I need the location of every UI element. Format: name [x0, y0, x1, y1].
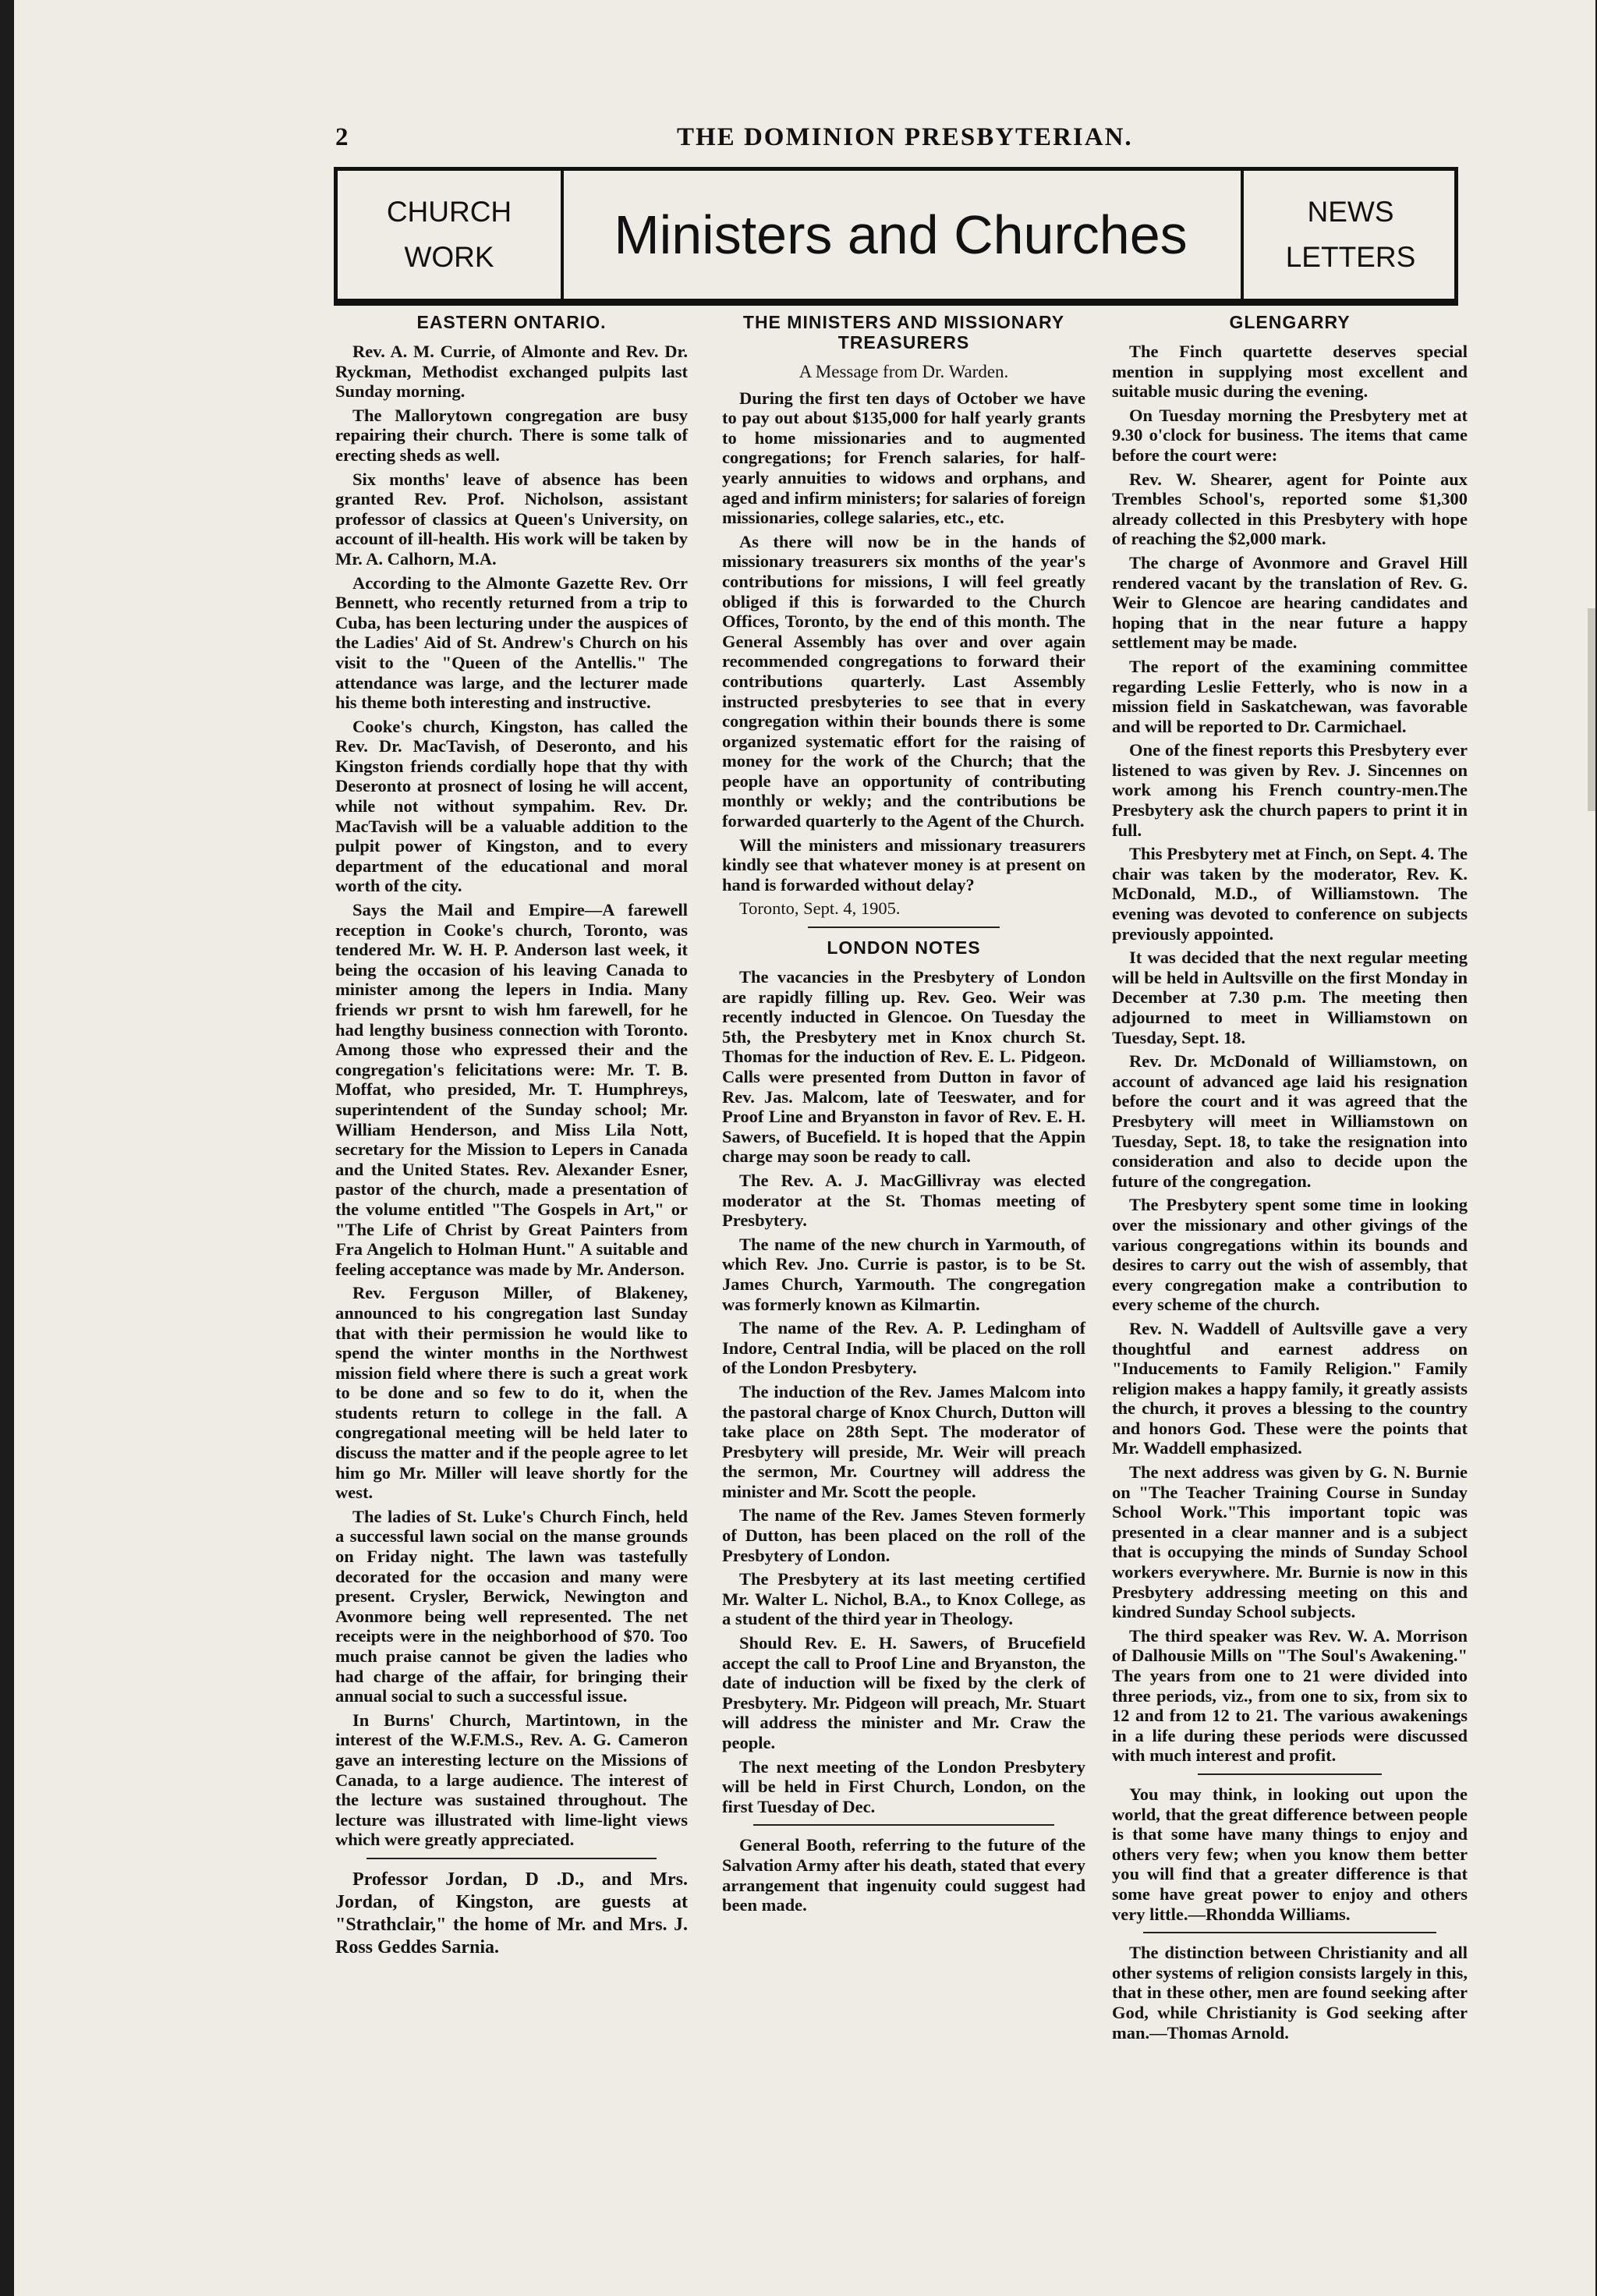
article-paragraph: The next address was given by G. N. Burnie on "The Teacher Training Course in Sunday School Work."This important topic was presented in a clear manner and is a subject that is occupying the minds of Sunday School workers everywhere. Mr. Burnie is now in this Presbytery addressing meeting on this and kindred Sunday School subjects. [1112, 1462, 1468, 1622]
article-paragraph: The induction of the Rev. James Malcom into the pastoral charge of Knox Church, Dutton will take place on 28th Sept. The moderator of Presbytery will preside, Mr. Weir will preach the sermon, Mr. Courtney will address the minister and Mr. Scott the people. [722, 1381, 1085, 1501]
article-paragraph: Rev. A. M. Currie, of Almonte and Rev. Dr. Ryckman, Methodist exchanged pulpits last Sunday morning. [335, 342, 688, 402]
page-fold-shadow [1588, 608, 1595, 811]
article-paragraph: The Finch quartette deserves special mention in supplying most excellent and suitable music during the evening. [1112, 342, 1468, 402]
article-paragraph: Rev. Dr. McDonald of Williamstown, on account of advanced age laid his resignation before the court and it was agreed that the Presbytery will meet in Williamstown on Tuesday, Sept. 18, to take the resignation into consideration and also to decide upon the future of the congregation. [1112, 1051, 1468, 1191]
quotation: You may think, in looking out upon the world, that the great difference between people is that some have many things to enjoy and others very few; when you know them better you will find that a greater difference is that some have great power to enjoy and others very little.—Rhondda Williams. [1112, 1784, 1468, 1924]
banner-left-line1: CHURCH [386, 196, 512, 228]
banner-right-box [1241, 171, 1457, 299]
article-paragraph: Rev. N. Waddell of Aultsville gave a very thoughtful and earnest address on "Inducements to Family Religion." Family religion makes a happy family, it greatly assists the church, it proves a blessing to the country and honors God. These were the points that Mr. Waddell emphasized. [1112, 1318, 1468, 1458]
article-paragraph: The charge of Avonmore and Gravel Hill rendered vacant by the translation of Rev. G. Weir to Glencoe are hearing candidates and hoping that in the near future a happy settlement may be made. [1112, 552, 1468, 653]
article-paragraph: The name of the Rev. A. P. Ledingham of Indore, Central India, will be placed on the roll of the London Presbytery. [722, 1318, 1085, 1378]
article-paragraph: Will the ministers and missionary treasurers kindly see that whatever money is at present on hand is forwarded without delay? [722, 834, 1085, 895]
column-divider-rule [753, 1824, 1054, 1826]
article-paragraph: The ladies of St. Luke's Church Finch, held a successful lawn social on the manse grounds on Friday night. The lawn was tastefully decorated for the occasion and many were present. Crysler, Berwick, Newington and Avonmore being well represented. The net receipts were in the neighborhood of $70. Too much praise cannot be given the ladies who had charge of the affair, for bringing their annual social to such a successful issue. [335, 1506, 688, 1706]
article-paragraph: The next meeting of the London Presbytery will be held in First Church, London, on the first Tuesday of Dec. [722, 1756, 1085, 1816]
article-paragraph: Rev. W. Shearer, agent for Pointe aux Trembles School's, reported some $1,300 already collected in this Presbytery with hope of reaching the $2,000 mark. [1112, 469, 1468, 549]
article-paragraph: The report of the examining committee regarding Leslie Fetterly, who is now in a mission field in Saskatchewan, was favorable and will be reported to Dr. Carmichael. [1112, 656, 1468, 736]
section-heading-treasurers: THE MINISTERS AND MISSIONARY TREASURERS [742, 312, 1065, 353]
section-divider-rule [1198, 1773, 1382, 1775]
column-divider-rule [366, 1858, 657, 1859]
subheading-message: A Message from Dr. Warden. [798, 362, 1009, 381]
closing-notice: Professor Jordan, D .D., and Mrs. Jordan, of Kingston, are guests at "Strathclair," the home of Mr. and Mrs. J. Ross Geddes Sarnia. [335, 1869, 688, 1958]
article-paragraph: Should Rev. E. H. Sawers, of Brucefield accept the call to Proof Line and Bryanston, the date of induction will be fixed by the clerk of Presbytery. Mr. Pidgeon will preach, Mr. Stuart will address the minister and Mr. Craw the people. [722, 1633, 1085, 1752]
article-paragraph: On Tuesday morning the Presbytery met at 9.30 o'clock for business. The items that came before the court were: [1112, 405, 1468, 465]
article-paragraph: As there will now be in the hands of missionary treasurers six months of the year's contributions for missions, I will feel greatly obliged if this is forwarded to the Church Offices, Toronto, by the end of this month. The General Assembly has over and over again recommended congregations to forward their contributions quarterly. Last Assembly instructed presbyteries to see that in every congregation within their bounds there is some organized systematic effort for the raising of money for the work of the Church; that the people have an opportunity of contributing monthly or wekly; and the contributions be forwarded quarterly to the Agent of the Church. [722, 531, 1085, 831]
publication-title: THE DOMINION PRESBYTERIAN. [677, 123, 1133, 151]
article-paragraph: Says the Mail and Empire—A farewell reception in Cooke's church, Toronto, was tendered Mr. W. H. P. Anderson last week, it being the occasion of his leaving Canada to minister among the lepers in India. Many friends wr prsnt to wish hm farewell, for he had lengthy business connection with Toronto. Among those who expressed their and the congregation's felicitations were: Mr. T. B. Moffat, who presided, Mr. T. Humphreys, superintendent of the Sunday school; Mr. William Henderson, and Miss Lila Nott, secretary for the Mission to Lepers in Canada and the United States. Rev. Alexander Esner, pastor of the church, made a presentation of the volume entitled "The Gospels in Art," or "The Life of Christ by Great Painters from Fra Angelich to Holman Hunt." A suitable and feeling acceptance was made by Mr. Anderson. [335, 900, 688, 1279]
section-heading-glengarry: GLENGARRY [1229, 312, 1351, 332]
banner-left-box [338, 171, 564, 299]
article-paragraph: According to the Almonte Gazette Rev. Orr Bennett, who recently returned from a trip to Cuba, has been lecturing under the auspices of the Ladies' Aid of St. Andrew's Church on his visit to the "Queen of the Antellis." The attendance was large, and the lecturer made his theme both interesting and instructive. [335, 572, 688, 713]
article-paragraph: The Mallorytown congregation are busy repairing their church. There is some talk of erecting sheds as well. [335, 405, 688, 465]
article-paragraph: Rev. Ferguson Miller, of Blakeney, announced to his congregation last Sunday that with their permission he would like to spend the winter months in the Northwest mission field where there is such a great work to be done and so few to do it, when the students return to college in the fall. A congregational meeting will be held later to discuss the matter and if the people agree to let him go Mr. Miller will leave shortly for the west. [335, 1283, 688, 1503]
article-paragraph: Cooke's church, Kingston, has called the Rev. Dr. MacTavish, of Deseronto, and his Kingston friends cordially hope that thy with Deseronto at prosnect of losing he will accent, while not without sympahim. Rev. Dr. MacTavish will be a valuable addition to the pulpit power of Kingston, and to every department of the educational and moral worth of the city. [335, 716, 688, 896]
article-paragraph: During the first ten days of October we have to pay out about $135,000 for half yearly grants to home missionaries and to augmented congregations; for French salaries, for half-yearly annuities to widows and orphans, and aged and infirm ministers; for salaries of foreign missionaries, college salaries, etc., etc. [722, 388, 1085, 528]
column-glengarry [1112, 312, 1468, 2046]
article-paragraph: It was decided that the next regular meeting will be held in Aultsville on the first Monday in December at 7.30 p.m. The meeting then adjourned to meet in Williamstown on Tuesday, Sept. 18. [1112, 948, 1468, 1047]
column-eastern-ontario [335, 312, 688, 1963]
banner-right-line1: NEWS [1307, 196, 1394, 228]
page-number: 2 [335, 123, 349, 151]
article-paragraph: The third speaker was Rev. W. A. Morrison of Dalhousie Mills on "The Soul's Awakening." The years from one to 21 were divided into three periods, viz., from one to six, from six to 12 and from 12 to 21. The various awakenings in a life during these periods were discussed with much interest and profit. [1112, 1625, 1468, 1766]
quotation: The distinction between Christianity and all other systems of religion consists largely in this, that in these other, men are found seeking after God, while Christianity is God seeking after man.—Thomas Arnold. [1112, 1943, 1468, 2043]
article-paragraph: The name of the new church in Yarmouth, of which Rev. Jno. Currie is pastor, is to be St. James Church, Yarmouth. The congregation was formerly known as Kilmartin. [722, 1234, 1085, 1314]
banner-title [561, 171, 1241, 299]
article-paragraph: Six months' leave of absence has been granted Rev. Prof. Nicholson, assistant professor of classics at Queen's University, on account of ill-health. His work will be taken by Mr. A. Calhorn, M.A. [335, 469, 688, 569]
banner-right-line2: LETTERS [1285, 241, 1416, 273]
dateline-signature: Toronto, Sept. 4, 1905. [739, 898, 901, 919]
column-ministers-treasurers [722, 312, 1085, 1919]
article-paragraph: The vacancies in the Presbytery of London are rapidly filling up. Rev. Geo. Weir was recently inducted in Glencoe. On Tuesday the 5th, the Presbytery met in Knox church St. Thomas for the induction of Rev. E. L. Pidgeon. Calls were presented from Dutton in favor of Rev. Jas. Malcom, late of Teeswater, and for Proof Line and Bryanston in favor of Rev. E. H. Sawers, of Bucefield. It is hoped that the Appin charge may soon be ready to call. [722, 967, 1085, 1167]
article-paragraph: One of the finest reports this Presbytery ever listened to was given by Rev. J. Sincennes on work among his French country-men.The Presbytery ask the church papers to print it in full. [1112, 740, 1468, 840]
banner-left-line2: WORK [404, 241, 494, 273]
banner-title-text: Ministers and Churches [614, 204, 1188, 265]
section-heading-london-notes: LONDON NOTES [827, 937, 981, 958]
article-paragraph: The name of the Rev. James Steven formerly of Dutton, has been placed on the roll of the Presbytery of London. [722, 1505, 1085, 1565]
article-paragraph: The Presbytery spent some time in looking over the missionary and other givings of the various congregations within its bounds and desires to carry out the wish of assembly, that every congregation make a contribution to every scheme of the church. [1112, 1195, 1468, 1315]
closing-notice: General Booth, referring to the future of the Salvation Army after his death, stated that every arrangement that ingenuity could suggest had been made. [722, 1835, 1085, 1915]
section-heading-eastern-ontario: EASTERN ONTARIO. [416, 312, 607, 332]
article-paragraph: This Presbytery met at Finch, on Sept. 4. The chair was taken by the moderator, Rev. K. McDonald, M.D., of Williamstown. The evening was devoted to conference on subjects previously appointed. [1112, 844, 1468, 944]
article-paragraph: The Rev. A. J. MacGillivray was elected moderator at the St. Thomas meeting of Presbytery. [722, 1170, 1085, 1231]
newspaper-page [14, 0, 1595, 2296]
article-paragraph: In Burns' Church, Martintown, in the interest of the W.F.M.S., Rev. A. G. Cameron gave an interesting lecture on the Missions of Canada, to a large audience. The interest of the lecture was sustained throughout. The lecture was illustrated with lime-light views which were greatly appreciated. [335, 1710, 688, 1850]
section-divider-rule [808, 927, 1000, 928]
article-paragraph: The Presbytery at its last meeting certified Mr. Walter L. Nichol, B.A., to Knox College, as a student of the third year in Theology. [722, 1569, 1085, 1629]
section-banner [334, 167, 1458, 306]
section-divider-rule [1143, 1932, 1436, 1933]
